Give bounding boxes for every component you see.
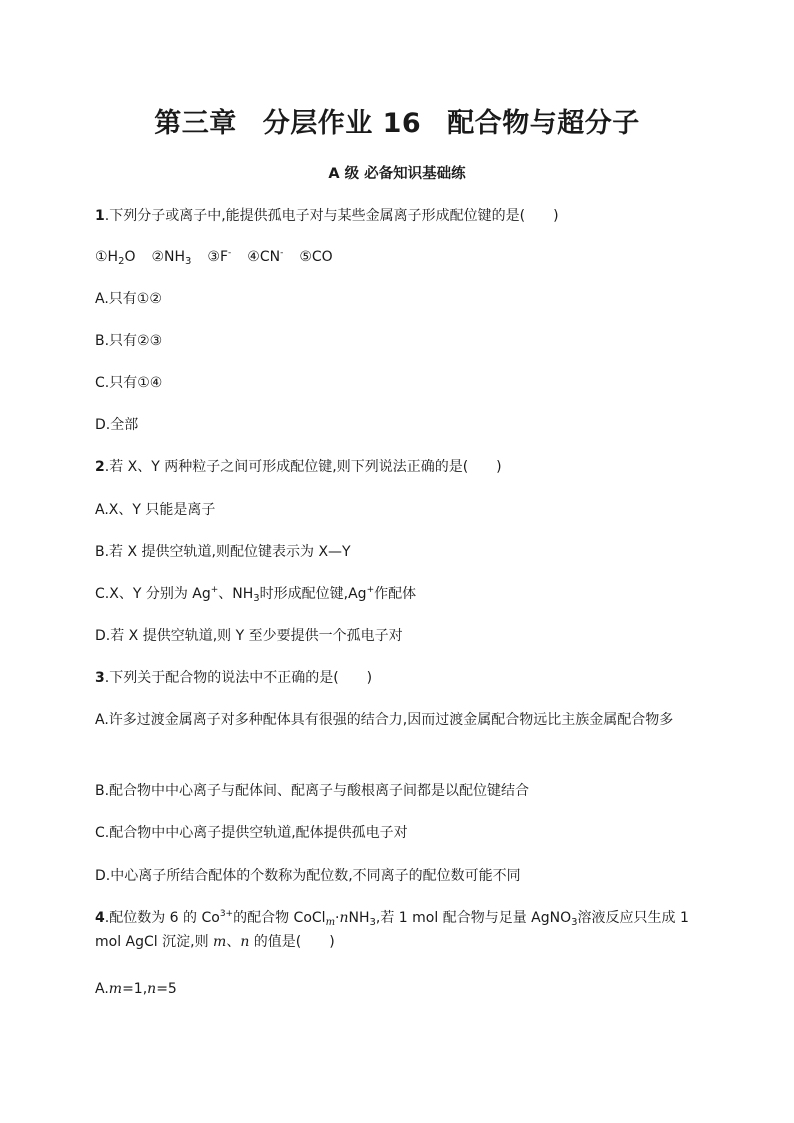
question-2-option-a: A.X、Y 只能是离子	[95, 502, 216, 518]
question-3-stem: 3.下列关于配合物的说法中不正确的是( )	[95, 670, 373, 686]
question-number: 2	[95, 459, 105, 475]
question-3-option-d: D.中心离子所结合配体的个数称为配位数,不同离子的配位数可能不同	[95, 868, 521, 884]
question-4-option-a: A.m=1,n=5	[95, 981, 177, 997]
question-number: 1	[95, 208, 105, 224]
topic-label: 配合物与超分子	[447, 108, 640, 139]
question-1-option-a: A.只有①②	[95, 291, 162, 307]
question-2-stem: 2.若 X、Y 两种粒子之间可形成配位键,则下列说法正确的是( )	[95, 459, 502, 475]
question-1-items: $①H_2O$ $②NH_3$ ③F- ④CN- ⑤CO	[95, 248, 333, 267]
question-3-option-c: C.配合物中中心离子提供空轨道,配体提供孤电子对	[95, 825, 408, 841]
assignment-label: 分层作业 16	[262, 108, 422, 139]
question-2-option-b: B.若 X 提供空轨道,则配位键表示为 X—Y	[95, 544, 351, 560]
page-title	[0, 101, 794, 140]
question-1-option-b: B.只有②③	[95, 333, 163, 349]
question-4-stem: 4.配位数为 6 的 $Co^{3+}$的配合物 CoCl$_m$·nNH$_3$,若 1 mol 配合物与足量 AgNO$_3$溶液反应只生成 1 mol AgCl 沉淀,则 m、n 的值是( )	[95, 909, 689, 950]
question-1-option-c: C.只有①④	[95, 375, 163, 391]
question-3-option-b: B.配合物中中心离子与配体间、配离子与酸根离子间都是以配位键结合	[95, 783, 530, 799]
question-3-option-a: A.许多过渡金属离子对多种配体具有很强的结合力,因而过渡金属配合物远比主族金属配合物多	[95, 712, 674, 728]
question-2-option-d: D.若 X 提供空轨道,则 Y 至少要提供一个孤电子对	[95, 628, 403, 644]
question-1-option-d: D.全部	[95, 417, 139, 433]
question-number: 3	[95, 670, 105, 686]
chapter-label: 第三章	[154, 108, 237, 139]
level-subtitle: A 级 必备知识基础练	[328, 166, 466, 182]
question-number: 4	[95, 910, 105, 926]
question-1-stem: 1.下列分子或离子中,能提供孤电子对与某些金属离子形成配位键的是( )	[95, 208, 559, 224]
question-2-option-c: C.X、Y 分别为 Ag+、$NH_3$时形成配位键,Ag+作配体	[95, 585, 417, 604]
